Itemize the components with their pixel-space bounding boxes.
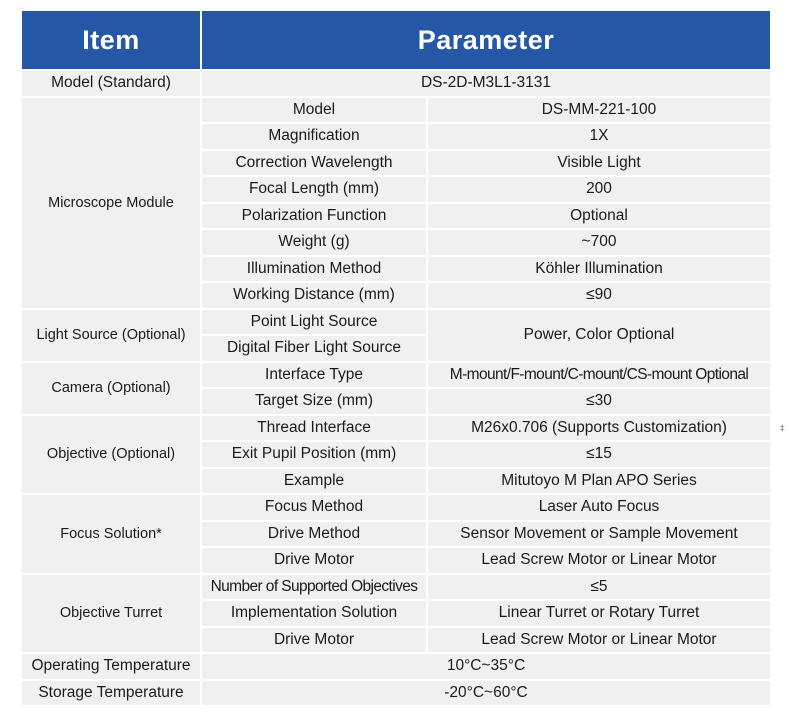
row-label: Operating Temperature — [22, 654, 200, 679]
param-value: Köhler Illumination — [428, 257, 770, 282]
group-label: Camera (Optional) — [22, 363, 200, 414]
table-row — [22, 681, 770, 706]
row-value: DS-2D-M3L1-3131 — [202, 71, 770, 96]
table-row — [22, 310, 770, 335]
param-name: Number of Supported Objectives — [202, 575, 426, 600]
param-name: Drive Motor — [202, 548, 426, 573]
table-row — [22, 575, 770, 600]
param-value: Laser Auto Focus — [428, 495, 770, 520]
group-label: Objective Turret — [22, 575, 200, 653]
group-label: Focus Solution* — [22, 495, 200, 573]
param-name: Interface Type — [202, 363, 426, 388]
param-value: 1X — [428, 124, 770, 149]
param-value: Power, Color Optional — [428, 310, 770, 361]
param-value: ≤5 — [428, 575, 770, 600]
param-value: DS-MM-221-100 — [428, 98, 770, 123]
stray-mark: ‡ — [780, 424, 785, 434]
param-name: Drive Method — [202, 522, 426, 547]
param-name: Illumination Method — [202, 257, 426, 282]
row-label: Model (Standard) — [22, 71, 200, 96]
param-name: Target Size (mm) — [202, 389, 426, 414]
parameter-header: Parameter — [202, 11, 770, 69]
row-label: Storage Temperature — [22, 681, 200, 706]
param-name: Magnification — [202, 124, 426, 149]
param-name: Drive Motor — [202, 628, 426, 653]
param-name: Polarization Function — [202, 204, 426, 229]
table-row — [22, 654, 770, 679]
table-row — [22, 98, 770, 123]
param-name: Thread Interface — [202, 416, 426, 441]
param-value: ≤15 — [428, 442, 770, 467]
param-name: Model — [202, 98, 426, 123]
table-row — [22, 71, 770, 96]
param-name: Exit Pupil Position (mm) — [202, 442, 426, 467]
param-name: Correction Wavelength — [202, 151, 426, 176]
param-value: Optional — [428, 204, 770, 229]
param-value: M-mount/F-mount/C-mount/CS-mount Optional — [428, 363, 770, 388]
table-row — [22, 495, 770, 520]
param-value: Lead Screw Motor or Linear Motor — [428, 548, 770, 573]
param-name: Digital Fiber Light Source — [202, 336, 426, 361]
param-value: ≤30 — [428, 389, 770, 414]
param-name: Focus Method — [202, 495, 426, 520]
param-name: Implementation Solution — [202, 601, 426, 626]
param-value: Linear Turret or Rotary Turret — [428, 601, 770, 626]
param-value: 200 — [428, 177, 770, 202]
param-value: ~700 — [428, 230, 770, 255]
group-label: Objective (Optional) — [22, 416, 200, 494]
table-row — [22, 416, 770, 441]
param-value: Sensor Movement or Sample Movement — [428, 522, 770, 547]
group-label: Microscope Module — [22, 98, 200, 308]
spec-table — [20, 9, 772, 707]
param-name: Weight (g) — [202, 230, 426, 255]
param-value: Mitutoyo M Plan APO Series — [428, 469, 770, 494]
group-label: Light Source (Optional) — [22, 310, 200, 361]
param-value: Visible Light — [428, 151, 770, 176]
row-value: -20°C~60°C — [202, 681, 770, 706]
table-row — [22, 363, 770, 388]
row-value: 10°C~35°C — [202, 654, 770, 679]
param-name: Working Distance (mm) — [202, 283, 426, 308]
param-name: Focal Length (mm) — [202, 177, 426, 202]
item-header: Item — [22, 11, 200, 69]
param-value: ≤90 — [428, 283, 770, 308]
header-row — [22, 11, 770, 69]
param-value: M26x0.706 (Supports Customization) — [428, 416, 770, 441]
param-value: Lead Screw Motor or Linear Motor — [428, 628, 770, 653]
param-name: Point Light Source — [202, 310, 426, 335]
param-name: Example — [202, 469, 426, 494]
